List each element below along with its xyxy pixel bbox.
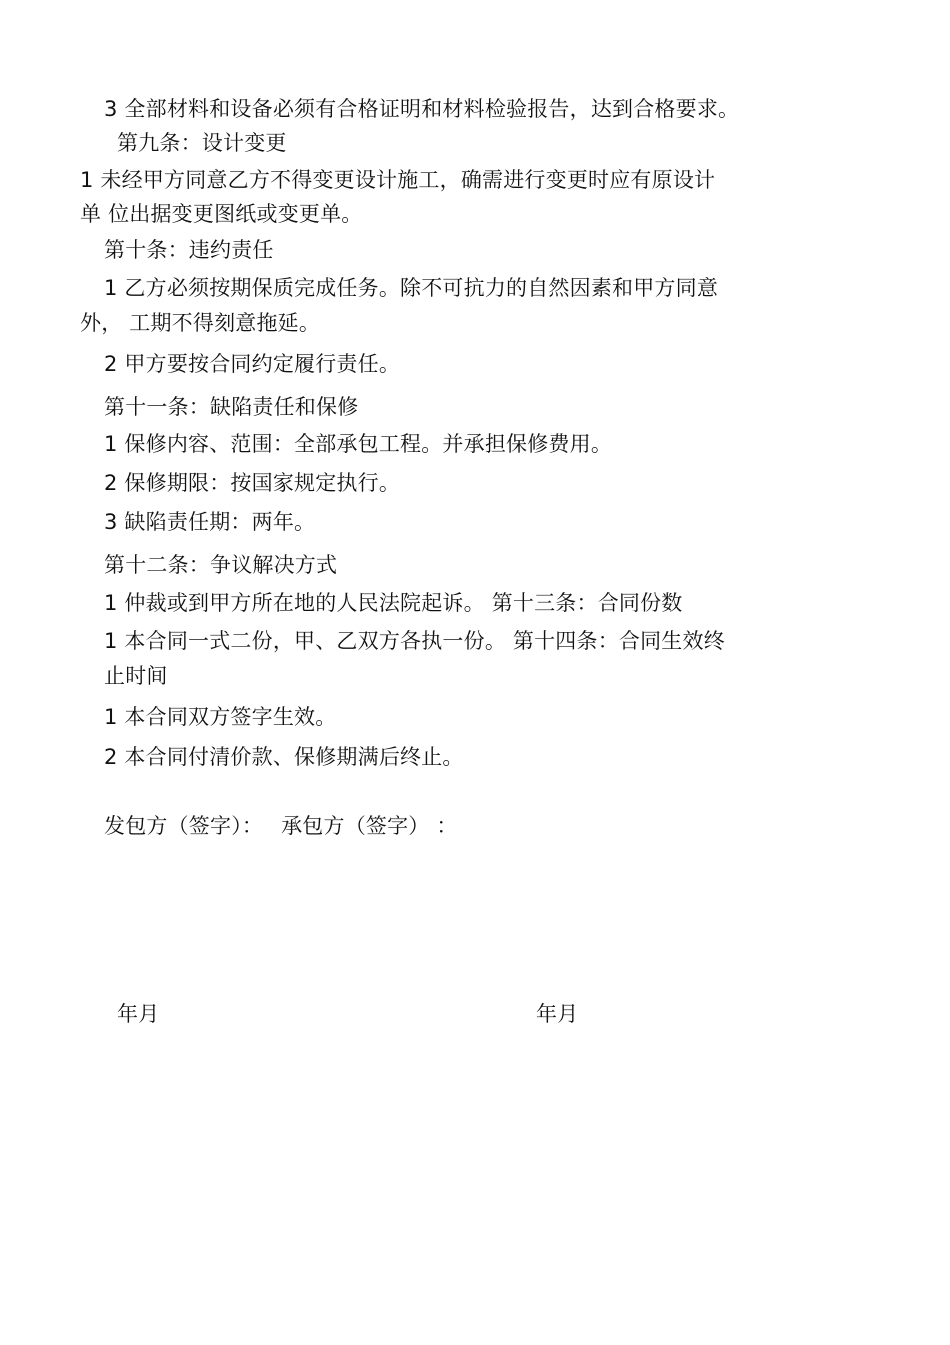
clause-12-item-1-and-clause-13-heading: 1 仲裁或到甲方所在地的人民法院起诉。 第十三条：合同份数 (104, 591, 683, 615)
clause-8-item-3: 3 全部材料和设备必须有合格证明和材料检验报告，达到合格要求。 (104, 97, 740, 121)
contractor-signature-label: 承包方（签字） ： (281, 814, 458, 838)
clause-10-item-1-line-2: 外， 工期不得刻意拖延。 (80, 311, 321, 335)
clause-14-item-1: 1 本合同双方签字生效。 (104, 705, 337, 729)
clause-9-item-1-line-1: 1 未经甲方同意乙方不得变更设计施工，确需进行变更时应有原设计 (80, 168, 716, 192)
clause-10-item-2: 2 甲方要按合同约定履行责任。 (104, 352, 401, 376)
clause-9-heading: 第九条：设计变更 (117, 131, 287, 155)
clause-11-item-1: 1 保修内容、范围：全部承包工程。并承担保修费用。 (104, 432, 613, 456)
clause-14-heading-continued: 止时间 (104, 664, 168, 688)
clause-13-item-1-and-clause-14-heading: 1 本合同一式二份，甲、乙双方各执一份。 第十四条：合同生效终 (104, 629, 725, 653)
clause-9-item-1-line-2: 单 位出据变更图纸或变更单。 (80, 202, 363, 226)
clause-11-item-3: 3 缺陷责任期：两年。 (104, 510, 316, 534)
clause-12-heading: 第十二条：争议解决方式 (104, 553, 338, 577)
clause-10-item-1-line-1: 1 乙方必须按期保质完成任务。除不可抗力的自然因素和甲方同意 (104, 276, 719, 300)
employer-signature-label: 发包方（签字）： (104, 814, 264, 838)
clause-11-item-2: 2 保修期限：按国家规定执行。 (104, 471, 401, 495)
clause-11-heading: 第十一条：缺陷责任和保修 (104, 395, 359, 419)
clause-14-item-2: 2 本合同付清价款、保修期满后终止。 (104, 745, 464, 769)
signature-line (104, 812, 458, 840)
contractor-date: 年月 (536, 1002, 579, 1026)
employer-date: 年月 (117, 1002, 160, 1026)
clause-10-heading: 第十条：违约责任 (104, 238, 274, 262)
